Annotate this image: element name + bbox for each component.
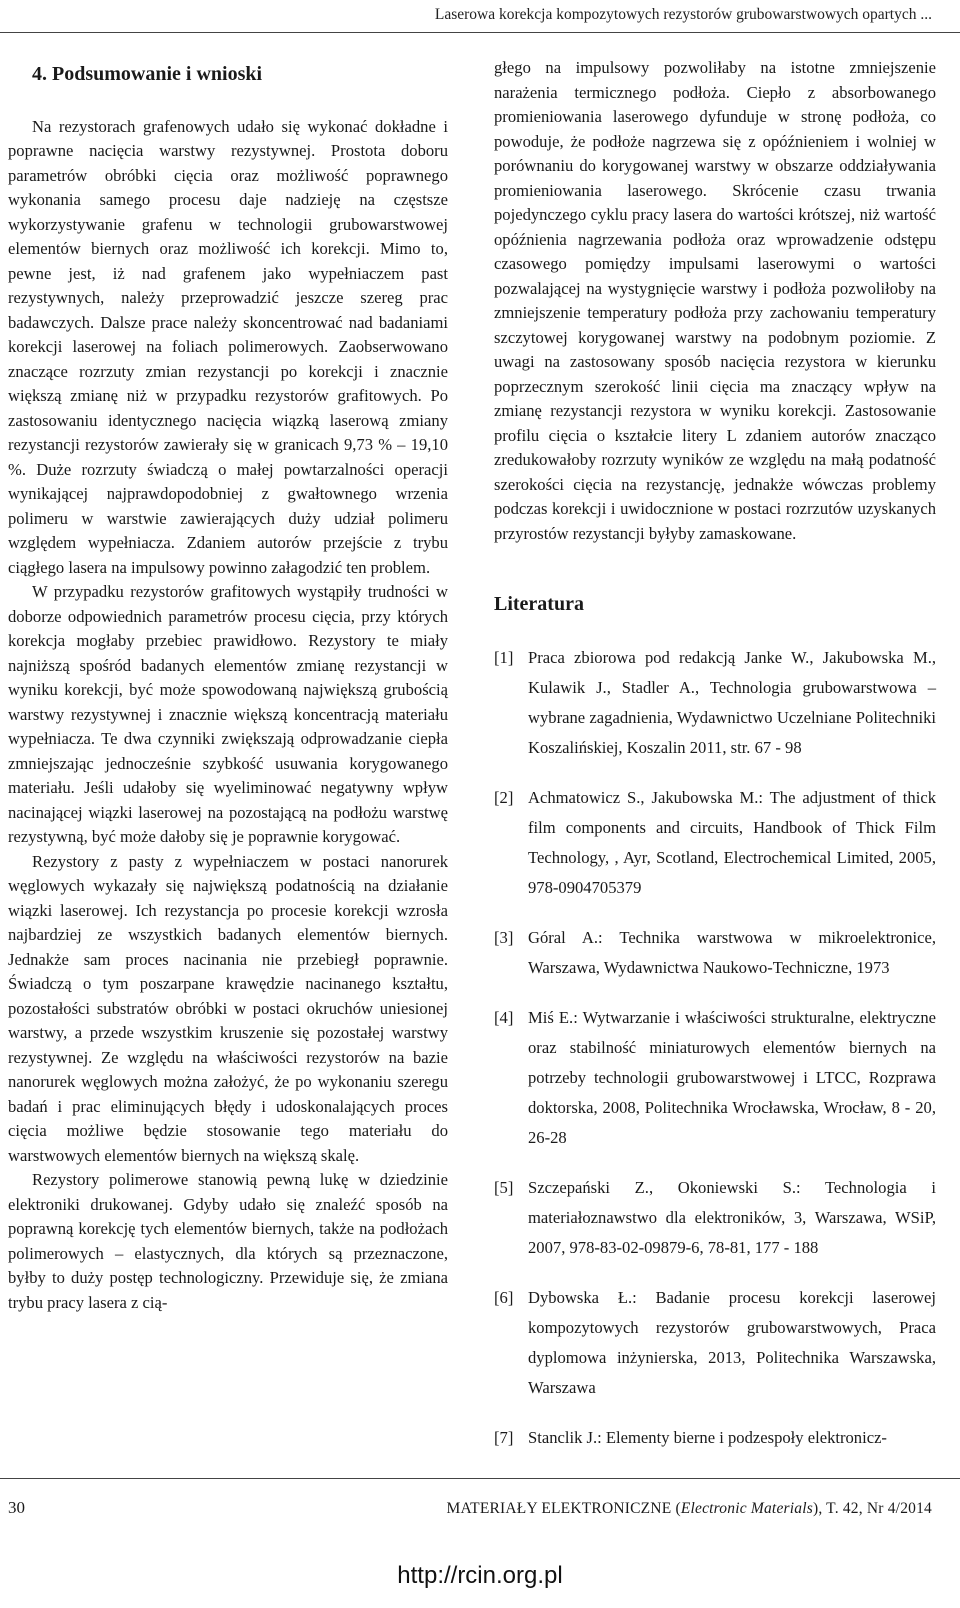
reference-text: Dybowska Ł.: Badanie procesu korekcji laserowej kompozytowych rezystorów grubowarstwowych, Praca dyplomowa inżynierska, 2013, Politechnika Warszawska, Warszawa [528, 1287, 936, 1397]
reference-text: Achmatowicz S., Jakubowska M.: The adjustment of thick film components and circuits, Handbook of Thick Film Technology, , Ayr, Scotland, Electrochemical Limited, 2005, 978-0904705379 [528, 787, 936, 897]
reference-item [494, 1173, 936, 1263]
reference-item [494, 1283, 936, 1403]
reference-number: [7] [494, 1427, 514, 1447]
journal-italic: Electronic Materials [680, 1500, 813, 1517]
literature-heading: Literatura [494, 593, 584, 615]
reference-item [494, 643, 936, 763]
paragraph: W przypadku rezystorów grafitowych wystąpiły trudności w doborze odpowiednich parametrów procesu cięcia, przy których korekcja mogłaby przebiec prawidłowo. Rezystory te miały najniższą spośród badanych elementów zmianę rezystancji w wyniku korekcji, być może spowodowaną największą grubością warstwy rezystywnej i znacznie większą koncentracją materiału wypełniacza. Te dwa czynniki zwiększają odprowadzanie ciepła zmniejszając jednocześnie szybkość usuwania korygowanego materiału. Jeśli udałoby się wyeliminować negatywny wpływ nacinającej wiązki laserowej na pozostającą na podłożu warstwę rezystywną, być może dałoby się je poprawnie korygować. [8, 582, 448, 846]
page-number: 30 [8, 1498, 25, 1517]
reference-number: [5] [494, 1177, 514, 1197]
left-column [8, 56, 448, 1315]
reference-text: Miś E.: Wytwarzanie i właściwości strukturalne, elektryczne oraz stabilność miniaturowych elementów biernych na potrzeby technologii grubowarstwowej i LTCC, Rozprawa doktorska, 2008, Politechnika Wrocławska, Wrocław, 8 - 20, 26-28 [528, 1007, 936, 1147]
reference-text: Szczepański Z., Okoniewski S.: Technologia i materiałoznawstwo dla elektroników, 3, Warszawa, WSiP, 2007, 978-83-02-09879-6, 78-81, 177 - 188 [528, 1177, 936, 1257]
reference-list [494, 643, 936, 1453]
paragraph: Rezystory z pasty z wypełniaczem w postaci nanorurek węglowych wykazały się największą podatnością na działanie wiązki laserowej. Ich rezystancja po procesie korekcji wzrosła najbardziej ze wszystkich badanych elementów biernych. Jednakże sam proces nacinania nie przebiegł poprawnie. Świadczą o tym poszarpane krawędzie nacinanego kształtu, pozostałości substratów obróbki w postaci okruchów uniesionej warstwy, a przede wszystkim kruszenie się pozostałej warstwy rezystywnej. Ze względu na właściwości rezystorów na bazie nanorurek węglowych można założyć, że po wykonaniu szeregu badań i prac eliminujących błędy i udoskonalających proces cięcia możliwe będzie stosowanie tego materiału do warstwowych elementów biernych na większą skalę. [8, 851, 448, 1165]
paragraph-continued: głego na impulsowy pozwoliłaby na istotne zmniejszenie narażenia termicznego podłoża. Ciepło z absorbowanego promieniowania laserowego dyfunduje w stronę podłoża, co powoduje, że podłoże nagrzewa się z opóźnieniem i wolniej w porównaniu do korygowanej warstwy w obszarze oddziaływania promieniowania laserowego. Skrócenie czasu trwania pojedynczego cyklu pracy lasera do wartości krótszej, niż wartość opóźnienia nagrzewania podłoża oraz wprowadzenie odstępu czasowego pomiędzy impulsami laserowymi o wartości pozwalającej na wystygnięcie warstwy i podłoża pozwoliłoby na zmniejszenie temperatury podłoża przy zachowaniu temperatury szczytowej korygowanej warstwy na podobnym poziomie. Z uwagi na zastosowany sposób nacięcia rezystora w kierunku poprzecznym szerokość linii cięcia ma znaczący wpływ na zmianę rezystancji rezystora w wyniku korekcji. Zastosowanie profilu cięcia o kształcie litery L zdaniem autorów znacząco zredukowałoby rozrzuty wyników ze względu na małą podatność szerokości cięcia na rezystancję, jednakże wówczas problemy podczas korekcji i uwidocznione w postaci rozrzutów uzyskanych przyrostów rezystancji byłyby zamaskowane. [494, 58, 936, 543]
reference-number: [2] [494, 787, 514, 807]
journal-suffix: ), T. 42, Nr 4/2014 [812, 1500, 932, 1517]
reference-item [494, 923, 936, 983]
right-column [494, 56, 936, 1473]
reference-number: [3] [494, 927, 514, 947]
reference-item [494, 783, 936, 903]
journal-prefix: MATERIAŁY ELEKTRONICZNE ( [446, 1500, 681, 1517]
footer-rule [0, 1478, 960, 1479]
paragraph: Rezystory polimerowe stanowią pewną lukę w dziedzinie elektroniki drukowanej. Gdyby udało się znaleźć sposób na poprawną korekcję tych elementów biernych, także na podłożach polimerowych – elastycznych, dla których są przeznaczone, byłby to duży postęp technologiczny. Przewiduje się, że zmiana trybu pracy lasera z cią- [8, 1170, 448, 1312]
journal-citation [447, 1500, 933, 1518]
reference-number: [6] [494, 1287, 514, 1307]
running-title: Laserowa korekcja kompozytowych rezystorów grubowarstwowych opartych ... [434, 6, 932, 23]
source-url[interactable]: http://rcin.org.pl [397, 1562, 563, 1589]
reference-text: Stanclik J.: Elementy bierne i podzespoły elektronicz- [528, 1427, 887, 1447]
reference-text: Praca zbiorowa pod redakcją Janke W., Jakubowska M., Kulawik J., Stadler A., Technologia grubowarstwowa – wybrane zagadnienia, Wydawnictwo Uczelniane Politechniki Koszalińskiej, Koszalin 2011, str. 67 - 98 [528, 647, 936, 757]
reference-item [494, 1003, 936, 1153]
reference-item [494, 1423, 936, 1453]
paragraph: Na rezystorach grafenowych udało się wykonać dokładne i poprawne nacięcia warstwy rezystywnej. Prostota doboru parametrów obróbki cięcia oraz możliwość poprawnego wykonania samego procesu daje nadzieję na częstsze wykorzystywanie grafenu w technologii grubowarstwowej elementów biernych oraz możliwość ich korekcji. Mimo to, pewne jest, iż nad grafenem jako wypełniaczem past rezystywnych, należy przeprowadzić jeszcze szereg prac badawczych. Dalsze prace należy skoncentrować nad badaniami korekcji laserowej na foliach polimerowych. Zaobserwowano znaczące rozrzuty zmian rezystancji po korekcji i znacznie większą zmianę niż w przypadku rezystorów grafitowych. Po zastosowaniu identycznego nacięcia wiązką laserową zmiany rezystancji rezystorów zawierały się w granicach 9,73 % – 19,10 %. Duże rozrzuty świadczą o małej powtarzalności operacji wynikającej najprawdopodobniej z gwałtownego wrzenia polimeru w warstwie zawierających duży udział polimeru względem wypełniacza. Zdaniem autorów przejście z trybu ciągłego lasera na impulsowy powinno załagodzić ten problem. [8, 116, 448, 577]
section-heading: 4. Podsumowanie i wnioski [32, 63, 263, 85]
reference-text: Góral A.: Technika warstwowa w mikroelektronice, Warszawa, Wydawnictwa Naukowo-Techniczne, 1973 [528, 927, 936, 977]
reference-number: [1] [494, 647, 514, 667]
header-rule [0, 32, 960, 33]
reference-number: [4] [494, 1007, 514, 1027]
